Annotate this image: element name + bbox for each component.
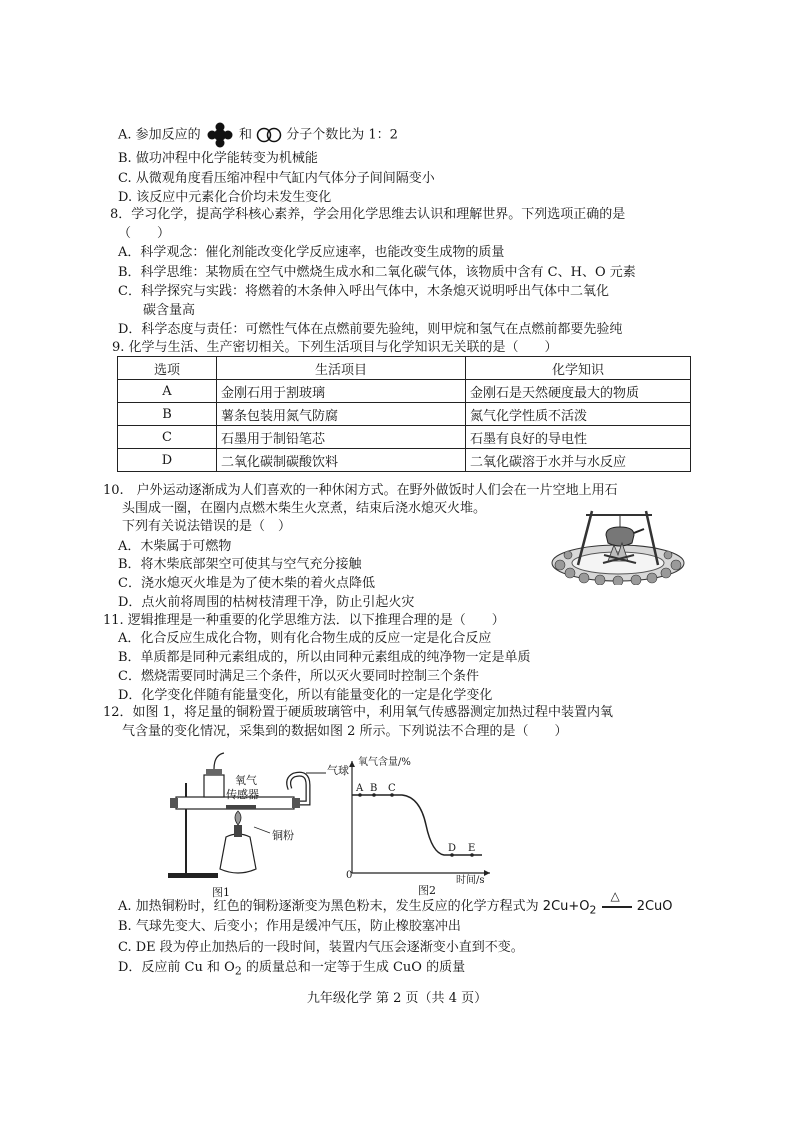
- q10-stem-1: 10. 户外运动逐渐成为人们喜欢的一种休闲方式。在野外做饭时人们会在一片空地上用石: [103, 483, 618, 498]
- q10-option-a: A．木柴属于可燃物: [118, 539, 232, 554]
- q11-option-a: A．化合反应生成化合物，则有化合物生成的反应一定是化合反应: [118, 631, 492, 646]
- q11-option-b: B．单质都是同种元素组成的，所以由同种元素组成的纯净物一定是单质: [118, 650, 531, 665]
- q12-stem-2: 气含量的变化情况，采集到的数据如图 2 所示。下列说法不合理的是（ ）: [122, 724, 568, 739]
- q8-blank: （ ）: [118, 226, 171, 241]
- q10-stem-2: 头围成一圈，在圈内点燃木柴生火烹煮，结束后浇水熄灭火堆。: [122, 501, 487, 516]
- fig2-point-b: B: [370, 783, 378, 794]
- q9-table: [117, 356, 691, 472]
- q8-option-c: C．科学探究与实践：将燃着的木条伸入呼出气体中，木条熄灭说明呼出气体中二氧化: [118, 284, 609, 299]
- q12-option-c: C. DE 段为停止加热后的一段时间，装置内气压会逐渐变小直到不变。: [118, 940, 524, 955]
- q12-stem-1: 12．如图 1，将足量的铜粉置于硬质玻璃管中，利用氧气传感器测定加热过程中装置内氧: [103, 705, 613, 720]
- q9-stem: 9. 化学与生活、生产密切相关。下列生活项目与化学知识无关联的是（ ）: [112, 340, 558, 355]
- chemical-equation: $2Cu+O_2$ △ 2CuO: [542, 889, 673, 917]
- q8-option-a: A．科学观念：催化剂能改变化学反应速率，也能改变生成物的质量: [118, 245, 505, 260]
- q10-option-c: C．浇水熄灭火堆是为了使木柴的着火点降低: [118, 576, 375, 591]
- fig2-point-e: E: [468, 843, 476, 854]
- q12-option-a: A. 加热铜粉时，红色的铜粉逐渐变为黑色粉末，发生反应的化学方程式为 $2Cu+O_2$ △ 2CuO: [118, 898, 673, 920]
- table-cell: 石墨用于制铅笔芯: [217, 426, 466, 449]
- page-footer: 九年级化学 第 2 页（共 4 页）: [306, 991, 488, 1006]
- table-cell: B: [118, 403, 217, 426]
- fig2-point-c: C: [388, 783, 396, 794]
- q7-option-d: D. 该反应中元素化合价均未发生变化: [118, 190, 332, 205]
- q8-stem: 8．学习化学，提高学科核心素养，学会用化学思维去认识和理解世界。下列选项正确的是: [110, 207, 626, 222]
- table-cell: 二氧化碳制碳酸饮料: [217, 449, 466, 472]
- table-cell: 石墨有良好的导电性: [466, 426, 691, 449]
- q12-option-b: B. 气球先变大、后变小；作用是缓冲气压，防止橡胶塞冲出: [118, 919, 461, 934]
- q10-stem-3: 下列有关说法错误的是（ ）: [122, 519, 292, 534]
- table-row: [118, 380, 691, 403]
- q12-option-d: D．反应前 Cu 和 $O_2$ 的质量总和一定等于生成 CuO 的质量: [118, 960, 466, 978]
- fig1-label-balloon: 气球: [327, 764, 349, 777]
- q7-option-c: C. 从微观角度看压缩冲程中气缸内气体分子间间隔变小: [118, 171, 435, 186]
- table-cell: 氮气化学性质不活泼: [466, 403, 691, 426]
- table-header-cell: 生活项目: [217, 357, 466, 380]
- table-header-row: [118, 357, 691, 380]
- q10-option-b: B．将木柴底部架空可使其与空气充分接触: [118, 557, 362, 572]
- q7-option-a: A. 参加反应的 和 分子个数比为 1：2: [118, 122, 398, 148]
- table-cell: D: [118, 449, 217, 472]
- fig2-point-d: D: [448, 843, 457, 854]
- equation-arrow: △: [601, 898, 633, 916]
- fig2-ylabel: 氧气含量/%: [358, 757, 411, 768]
- table-cell: A: [118, 380, 217, 403]
- table-cell: 金刚石是天然硬度最大的物质: [466, 380, 691, 403]
- campfire-illustration: [548, 505, 688, 585]
- diatomic-molecule-icon: [256, 127, 282, 143]
- table-header-cell: 化学知识: [466, 357, 691, 380]
- table-header-cell: 选项: [118, 357, 217, 380]
- q8-option-c-cont: 碳含量高: [143, 303, 196, 318]
- q11-stem: 11. 逻辑推理是一种重要的化学思维方法．以下推理合理的是（ ）: [103, 613, 505, 628]
- table-cell: C: [118, 426, 217, 449]
- molecule-cluster-icon: [205, 122, 235, 148]
- fig1-label-copper: 铜粉: [272, 829, 294, 842]
- table-row: [118, 449, 691, 472]
- figure-1-apparatus: [158, 745, 338, 897]
- table-row: [118, 403, 691, 426]
- fig2-xlabel: 时间/s: [456, 875, 485, 886]
- table-row: [118, 426, 691, 449]
- q8-option-d: D．科学态度与责任：可燃性气体在点燃前要先验纯，则甲烷和氢气在点燃前都要先验纯: [118, 322, 623, 337]
- q10-option-d: D．点火前将周围的枯树枝清理干净，防止引起火灾: [118, 595, 415, 610]
- fig2-point-a: A: [356, 783, 364, 794]
- figure-2-chart: [340, 755, 500, 890]
- table-cell: 二氧化碳溶于水并与水反应: [466, 449, 691, 472]
- fig1-caption: 图1: [212, 886, 230, 899]
- fig1-label-sensor-1: 氧气: [235, 774, 257, 787]
- q11-option-d: D．化学变化伴随有能量变化，所以有能量变化的一定是化学变化: [118, 688, 493, 703]
- table-cell: 金刚石用于割玻璃: [217, 380, 466, 403]
- q8-option-b: B．科学思维：某物质在空气中燃烧生成水和二氧化碳气体，该物质中含有 C、H、O 元素: [118, 265, 636, 280]
- fig2-origin: 0: [346, 870, 353, 881]
- table-cell: 薯条包装用氮气防腐: [217, 403, 466, 426]
- fig1-label-sensor-2: 传感器: [226, 788, 259, 801]
- fig2-caption: 图2: [418, 884, 436, 897]
- q7-option-b: B. 做功冲程中化学能转变为机械能: [118, 151, 318, 166]
- q11-option-c: C．燃烧需要同时满足三个条件，所以灭火要同时控制三个条件: [118, 669, 479, 684]
